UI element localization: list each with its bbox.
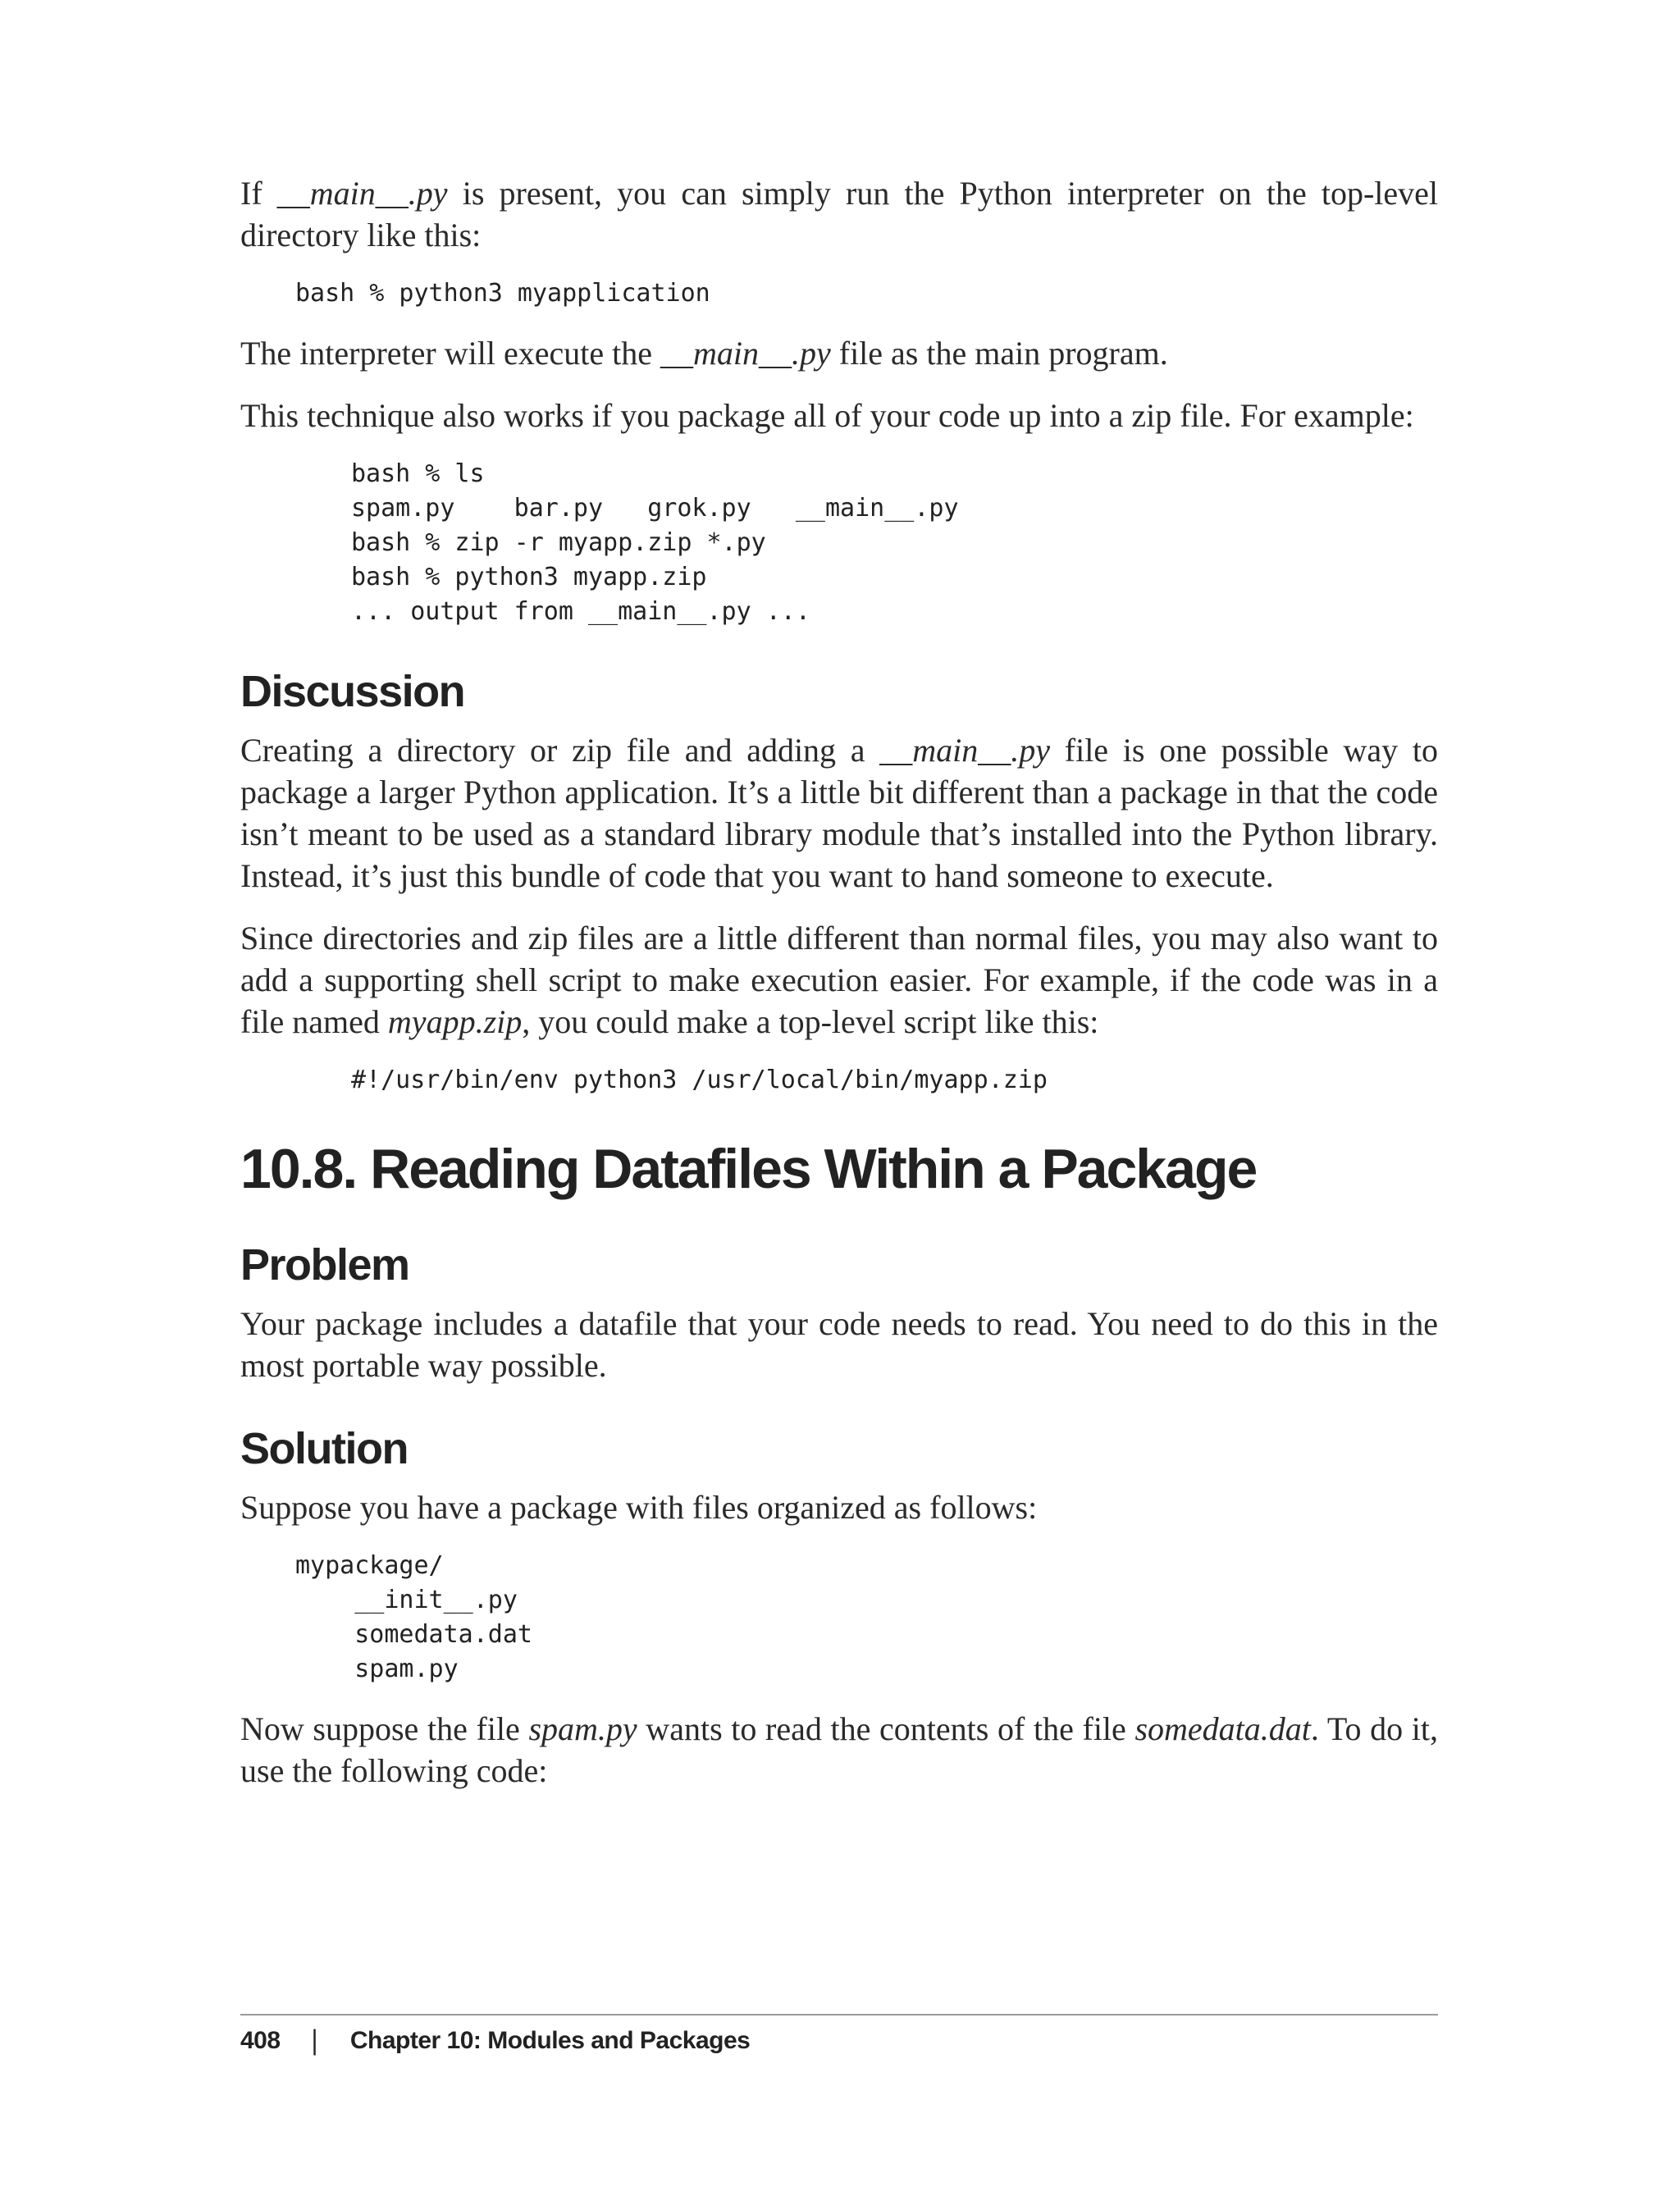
filename-emphasis: spam.py [528, 1710, 637, 1747]
text-run: , you could make a top-level script like this: [522, 1003, 1099, 1040]
text-run: This technique also works if you package all of your code up into a zip file. For example: [240, 397, 1414, 434]
paragraph [240, 332, 1438, 374]
text-run: wants to read the contents of the file [637, 1710, 1135, 1747]
text-run: file is one possible way to package a larger Python application. It’s a little bit different than a package in that the code isn’t meant to be used as a standard library module that’s installed into the Python library. Instead, it’s just this bundle of code that you want to hand someone to execute. [240, 732, 1446, 894]
text-run: Now suppose the file [240, 1710, 529, 1747]
filename-emphasis: __main__.py [660, 335, 831, 372]
code-block: mypackage/ __init__.py somedata.dat spam.py [295, 1551, 532, 1683]
paragraph [240, 1303, 1446, 1386]
text-run: file as the main program. [830, 335, 1168, 372]
page-content [240, 172, 1447, 1812]
code-block: bash % python3 myapplication [295, 279, 710, 308]
code-block: #!/usr/bin/env python3 /usr/local/bin/myapp.zip [351, 1066, 1048, 1094]
text-run: Creating a directory or zip file and adding a [240, 732, 880, 769]
paragraph [240, 917, 1446, 1043]
text-run: Since directories and zip files are a little different than normal files, you may also want to add a supporting shell script to make execution easier. For example, if the code was in a file named [240, 920, 1446, 1040]
paragraph [240, 172, 1447, 256]
section-heading: Solution [240, 1424, 408, 1473]
text-run: is present, you can simply run the Python interpreter on the top-level directory like this: [240, 175, 1447, 253]
page-footer [240, 2025, 750, 2057]
paragraph [240, 395, 1438, 436]
text-run: Suppose you have a package with files organized as follows: [240, 1489, 1038, 1526]
filename-emphasis: myapp.zip [387, 1003, 523, 1040]
paragraph [240, 1708, 1446, 1792]
section-heading: Problem [240, 1240, 409, 1290]
footer-separator: | [311, 2025, 317, 2057]
filename-emphasis: somedata.dat [1134, 1710, 1311, 1747]
text-run: The interpreter will execute the [240, 335, 660, 372]
code-block: bash % ls spam.py bar.py grok.py __main__.py bash % zip -r myapp.zip *.py bash % python3 myapp.zip ... output from __main__.py ... [351, 459, 959, 626]
section-heading: Discussion [240, 667, 465, 716]
recipe-title: 10.8. Reading Datafiles Within a Package [240, 1138, 1257, 1200]
paragraph [240, 729, 1446, 897]
paragraph [240, 1486, 1438, 1528]
filename-emphasis: __main__.py [879, 732, 1051, 769]
filename-emphasis: __main__.py [276, 175, 448, 212]
text-run: Your package includes a datafile that your code needs to read. You need to do this in the most portable way possible. [240, 1305, 1446, 1384]
text-run: . To do it, use the following code: [240, 1710, 1446, 1789]
chapter-title: Chapter 10: Modules and Packages [349, 2027, 751, 2054]
footer-rule [240, 2014, 1438, 2016]
text-run: If [240, 175, 277, 212]
page-number: 408 [240, 2027, 281, 2054]
